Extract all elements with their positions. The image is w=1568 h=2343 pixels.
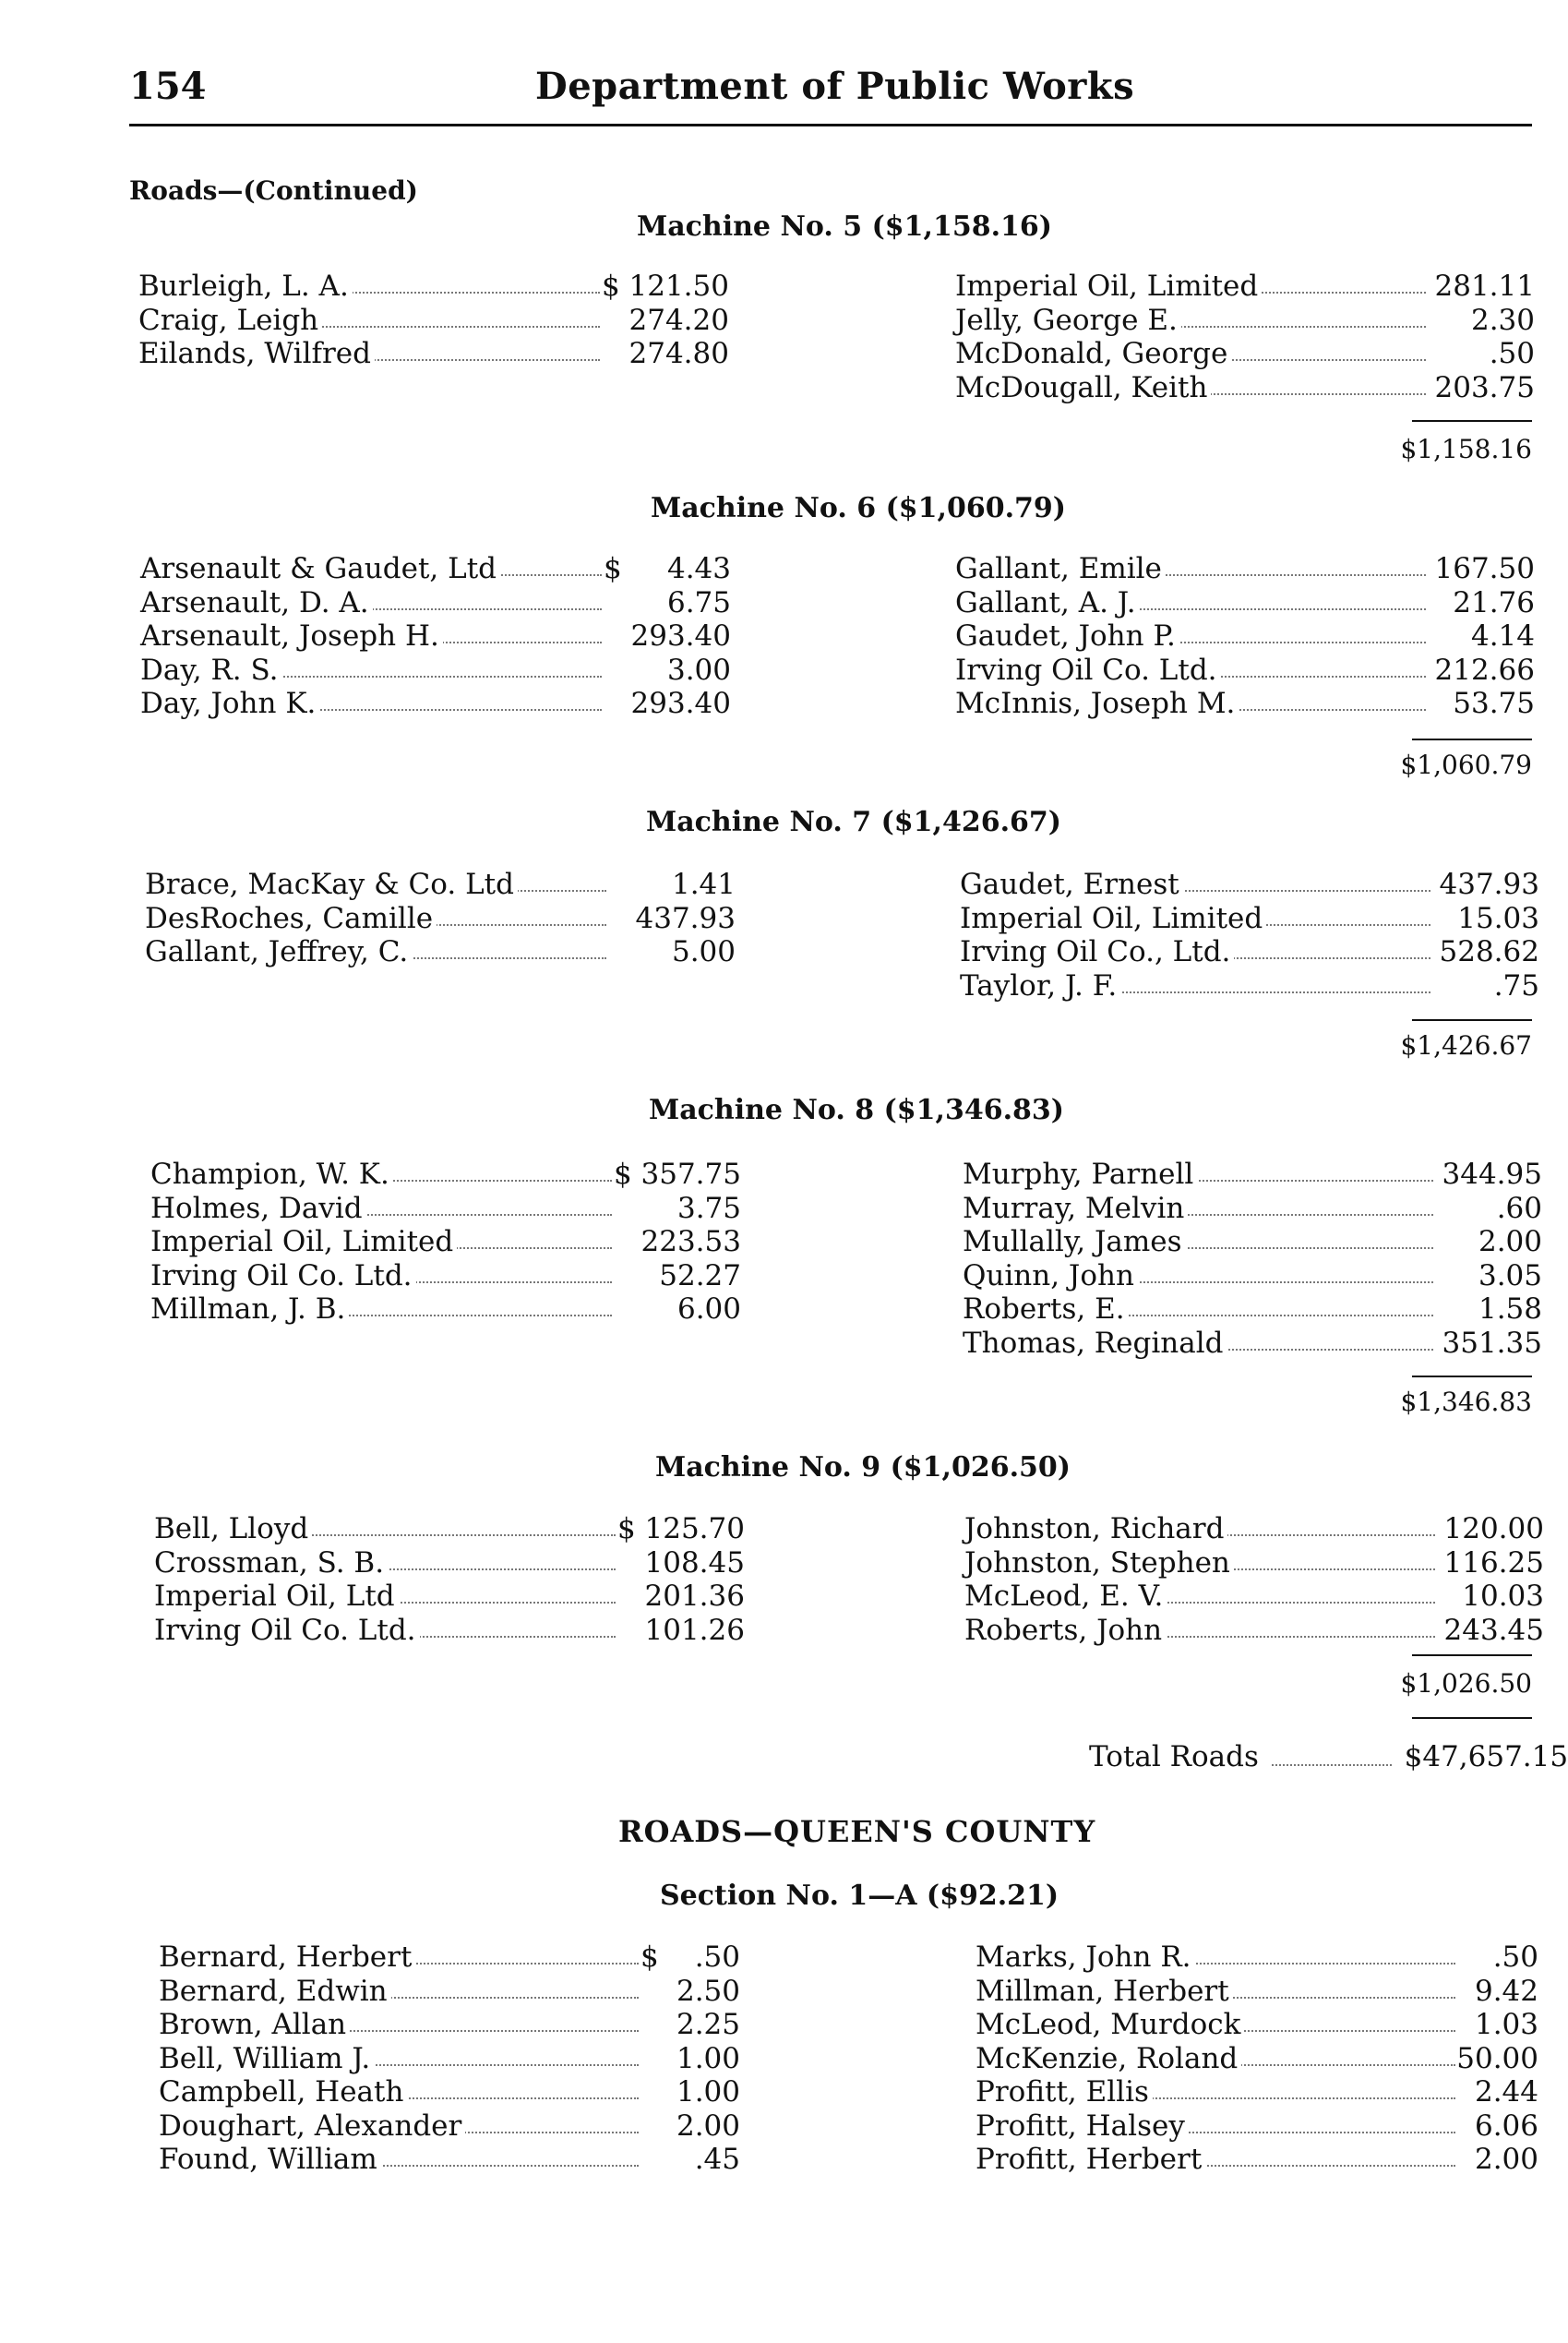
amount: .50 xyxy=(1492,1940,1538,1974)
amount: 6.00 xyxy=(676,1292,741,1326)
amount: 4.43 xyxy=(666,552,731,585)
amount: 10.03 xyxy=(1462,1580,1544,1613)
ledger-row xyxy=(154,1580,763,1614)
machine-title: Machine No. 5 ($1,158.16) xyxy=(637,210,1052,243)
amount: 1.00 xyxy=(676,2075,740,2109)
ledger-row xyxy=(150,1292,760,1327)
amount: 21.76 xyxy=(1453,585,1535,619)
payee-name: Imperial Oil, Limited xyxy=(955,270,1262,303)
subtotal-amount: $1,060.79 xyxy=(1400,750,1532,780)
payee-name: Gaudet, John P. xyxy=(955,619,1179,653)
right-column xyxy=(955,552,1537,721)
amount: 212.66 xyxy=(1434,653,1535,687)
ledger-row xyxy=(150,1259,760,1293)
payee-name: Brown, Allan xyxy=(159,2008,350,2041)
amount: 121.50 xyxy=(628,270,729,303)
ledger-row xyxy=(963,1292,1544,1327)
payee-name: Profitt, Herbert xyxy=(976,2143,1205,2176)
payee-name: Gallant, A. J. xyxy=(955,586,1140,619)
total-roads-leader xyxy=(1272,1764,1392,1766)
payee-name: Irving Oil Co., Ltd. xyxy=(960,935,1234,968)
amount: 52.27 xyxy=(659,1258,741,1292)
amount: 528.62 xyxy=(1439,935,1539,968)
ledger-row xyxy=(159,2075,749,2109)
amount: 167.50 xyxy=(1434,552,1535,585)
payee-name: Eilands, Wilfred xyxy=(138,337,375,370)
amount: 203.75 xyxy=(1434,370,1535,404)
amount: 344.95 xyxy=(1442,1158,1542,1191)
machine-title: Machine No. 6 ($1,060.79) xyxy=(651,492,1066,524)
ledger-row xyxy=(976,1940,1538,1975)
ledger-row xyxy=(960,935,1541,969)
left-column xyxy=(154,1512,763,1647)
ledger-row xyxy=(159,2042,749,2076)
subtotal-rule xyxy=(1412,1019,1532,1021)
total-roads-rule xyxy=(1412,1717,1532,1719)
payee-name: Millman, Herbert xyxy=(976,1975,1233,2008)
ledger-row xyxy=(145,868,754,902)
amount: 3.75 xyxy=(676,1191,741,1225)
amount: 2.00 xyxy=(1474,2143,1538,2176)
amount: 223.53 xyxy=(640,1225,741,1258)
right-column xyxy=(963,1158,1544,1360)
amount: 274.80 xyxy=(628,337,729,370)
right-column xyxy=(964,1512,1546,1647)
payee-name: Burleigh, L. A. xyxy=(138,270,353,303)
payee-name: Found, William xyxy=(159,2143,381,2176)
ledger-row xyxy=(976,1975,1538,2009)
payee-name: McLeod, Murdock xyxy=(976,2008,1244,2041)
ledger-row xyxy=(140,586,749,620)
amount: 3.05 xyxy=(1478,1258,1542,1292)
payee-name: Jelly, George E. xyxy=(955,304,1181,337)
ledger-row xyxy=(145,935,754,969)
ledger-row xyxy=(955,687,1537,721)
left-column xyxy=(159,1940,749,2177)
ledger-row xyxy=(976,2008,1538,2042)
subtotal-rule xyxy=(1412,739,1532,740)
ledger-row xyxy=(159,1975,749,2009)
dollar-sign: $ xyxy=(614,1158,632,1191)
amount: 2.00 xyxy=(1478,1225,1542,1258)
amount: 201.36 xyxy=(644,1580,745,1613)
ledger-row xyxy=(955,654,1537,688)
total-roads-amount: $47,657.15 xyxy=(1404,1740,1568,1773)
ledger-row xyxy=(964,1512,1546,1546)
amount: 351.35 xyxy=(1442,1326,1542,1360)
payee-name: Day, R. S. xyxy=(140,654,281,687)
ledger-row xyxy=(159,2008,749,2042)
amount: 2.25 xyxy=(676,2008,740,2041)
ledger-row xyxy=(976,2109,1538,2144)
amount: 293.40 xyxy=(630,619,731,653)
ledger-row xyxy=(963,1158,1544,1192)
payee-name: McLeod, E. V. xyxy=(964,1580,1167,1613)
payee-name: Campbell, Heath xyxy=(159,2075,407,2109)
ledger-row xyxy=(960,902,1541,936)
amount: 274.20 xyxy=(628,303,729,337)
ledger-row xyxy=(140,687,749,721)
ledger-row xyxy=(154,1546,763,1580)
payee-name: Mullally, James xyxy=(963,1225,1186,1258)
amount: 281.11 xyxy=(1434,270,1535,303)
amount: 125.70 xyxy=(644,1512,745,1545)
left-column xyxy=(138,270,748,371)
ledger-row xyxy=(976,2143,1538,2177)
amount: 108.45 xyxy=(644,1545,745,1580)
amount: 243.45 xyxy=(1443,1613,1544,1647)
amount: 1.58 xyxy=(1478,1292,1542,1326)
amount: 3.00 xyxy=(666,653,731,687)
ledger-row xyxy=(154,1614,763,1648)
payee-name: Craig, Leigh xyxy=(138,304,322,337)
ledger-row xyxy=(140,552,749,586)
payee-name: Murphy, Parnell xyxy=(963,1158,1197,1191)
amount: 437.93 xyxy=(635,901,736,935)
ledger-row xyxy=(138,337,748,371)
payee-name: McInnis, Joseph M. xyxy=(955,687,1239,720)
payee-name: Champion, W. K. xyxy=(150,1158,393,1191)
payee-name: Johnston, Stephen xyxy=(964,1546,1234,1580)
ledger-row xyxy=(150,1192,760,1226)
payee-name: Bernard, Herbert xyxy=(159,1940,415,1974)
subtotal-amount: $1,158.16 xyxy=(1400,434,1532,464)
amount: 1.00 xyxy=(676,2041,740,2075)
ledger-row xyxy=(960,969,1541,1003)
amount: 6.06 xyxy=(1474,2109,1538,2143)
payee-name: Gallant, Emile xyxy=(955,552,1166,585)
machine-title: Machine No. 7 ($1,426.67) xyxy=(646,806,1061,838)
ledger-row xyxy=(145,902,754,936)
ledger-row xyxy=(150,1158,760,1192)
right-column xyxy=(955,270,1537,404)
ledger-row xyxy=(963,1259,1544,1293)
amount: 6.75 xyxy=(666,585,731,619)
ledger-row xyxy=(976,2075,1538,2109)
amount: .50 xyxy=(1489,337,1535,370)
ledger-row xyxy=(150,1225,760,1259)
payee-name: Irving Oil Co. Ltd. xyxy=(154,1614,420,1647)
ledger-row xyxy=(138,304,748,338)
payee-name: Quinn, John xyxy=(963,1259,1138,1292)
ledger-row xyxy=(140,619,749,654)
amount: 116.25 xyxy=(1443,1545,1544,1580)
amount: 120.00 xyxy=(1443,1512,1544,1545)
payee-name: McDougall, Keith xyxy=(955,371,1211,404)
payee-name: Holmes, David xyxy=(150,1192,366,1225)
page-header xyxy=(129,65,1532,120)
payee-name: McDonald, George xyxy=(955,337,1231,370)
ledger-row xyxy=(154,1512,763,1546)
payee-name: Bernard, Edwin xyxy=(159,1975,391,2008)
total-roads xyxy=(1089,1740,1568,1773)
payee-name: Bell, William J. xyxy=(159,2042,374,2075)
ledger-row xyxy=(955,586,1537,620)
payee-name: Johnston, Richard xyxy=(964,1512,1227,1545)
ledger-row xyxy=(963,1225,1544,1259)
payee-name: McKenzie, Roland xyxy=(976,2042,1241,2075)
amount: 1.41 xyxy=(671,868,736,901)
dollar-sign: $ xyxy=(640,1940,659,1974)
ledger-row xyxy=(955,270,1537,304)
subtotal-amount: $1,426.67 xyxy=(1400,1030,1532,1061)
left-column xyxy=(150,1158,760,1327)
payee-name: Murray, Melvin xyxy=(963,1192,1188,1225)
amount: .50 xyxy=(694,1940,740,1974)
payee-name: Profitt, Ellis xyxy=(976,2075,1153,2109)
payee-name: Bell, Lloyd xyxy=(154,1512,312,1545)
subtotal-rule xyxy=(1412,1376,1532,1377)
ledger-row xyxy=(955,337,1537,371)
payee-name: Roberts, E. xyxy=(963,1292,1129,1326)
payee-name: Imperial Oil, Limited xyxy=(150,1225,457,1258)
payee-name: Taylor, J. F. xyxy=(960,969,1120,1003)
payee-name: Millman, J. B. xyxy=(150,1292,349,1326)
amount: .75 xyxy=(1493,968,1539,1003)
amount: 2.44 xyxy=(1474,2075,1538,2109)
ledger-row xyxy=(963,1327,1544,1361)
ledger-row xyxy=(159,1940,749,1975)
amount: 357.75 xyxy=(640,1158,741,1191)
amount: 437.93 xyxy=(1439,868,1539,901)
amount: 9.42 xyxy=(1474,1974,1538,2008)
payee-name: Roberts, John xyxy=(964,1614,1166,1647)
amount: 2.00 xyxy=(676,2109,740,2143)
amount: 2.30 xyxy=(1470,303,1535,337)
payee-name: Imperial Oil, Limited xyxy=(960,902,1266,935)
machine-title: Machine No. 8 ($1,346.83) xyxy=(649,1094,1064,1126)
payee-name: Doughart, Alexander xyxy=(159,2109,465,2143)
amount: 4.14 xyxy=(1470,619,1535,653)
right-column xyxy=(960,868,1541,1003)
payee-name: Gallant, Jeffrey, C. xyxy=(145,935,412,968)
ledger-row xyxy=(955,552,1537,586)
ledger-row xyxy=(159,2143,749,2177)
subtotal-amount: $1,346.83 xyxy=(1400,1387,1532,1417)
total-roads-label: Total Roads xyxy=(1089,1740,1259,1773)
ledger-row xyxy=(964,1546,1546,1580)
right-column xyxy=(976,1940,1538,2177)
amount: 1.03 xyxy=(1474,2008,1538,2041)
subtotal-rule xyxy=(1412,420,1532,422)
payee-name: Imperial Oil, Ltd xyxy=(154,1580,399,1613)
payee-name: Marks, John R. xyxy=(976,1940,1195,1974)
ledger-row xyxy=(955,304,1537,338)
dollar-sign: $ xyxy=(617,1512,636,1545)
payee-name: Profitt, Halsey xyxy=(976,2109,1189,2143)
ledger-row xyxy=(964,1580,1546,1614)
amount: 101.26 xyxy=(644,1613,745,1647)
payee-name: Irving Oil Co. Ltd. xyxy=(955,654,1221,687)
ledger-row xyxy=(955,371,1537,405)
payee-name: Arsenault, Joseph H. xyxy=(140,619,443,653)
payee-name: Gaudet, Ernest xyxy=(960,868,1183,901)
ledger-row xyxy=(964,1614,1546,1648)
dollar-sign: $ xyxy=(604,552,622,585)
page-title: Department of Public Works xyxy=(535,65,1135,108)
payee-name: Irving Oil Co. Ltd. xyxy=(150,1259,416,1292)
payee-name: Arsenault & Gaudet, Ltd xyxy=(140,552,500,585)
amount: 53.75 xyxy=(1453,687,1535,720)
payee-name: Day, John K. xyxy=(140,687,319,720)
ledger-row xyxy=(955,619,1537,654)
payee-name: Brace, MacKay & Co. Ltd xyxy=(145,868,518,901)
payee-name: Crossman, S. B. xyxy=(154,1546,388,1580)
amount: 2.50 xyxy=(676,1974,740,2008)
payee-name: DesRoches, Camille xyxy=(145,902,437,935)
payee-name: Arsenault, D. A. xyxy=(140,586,373,619)
amount: 50.00 xyxy=(1456,2041,1538,2075)
left-column xyxy=(145,868,754,969)
payee-name: Thomas, Reginald xyxy=(963,1327,1227,1360)
page-number: 154 xyxy=(129,65,207,108)
ledger-row xyxy=(963,1192,1544,1226)
ledger-row xyxy=(159,2109,749,2144)
section-title: Section No. 1—A ($92.21) xyxy=(660,1880,1059,1912)
ledger-row xyxy=(140,654,749,688)
dollar-sign: $ xyxy=(602,270,620,303)
amount: .45 xyxy=(694,2143,740,2176)
header-rule xyxy=(129,124,1532,126)
ledger-row xyxy=(960,868,1541,902)
county-heading: ROADS—QUEEN'S COUNTY xyxy=(618,1814,1096,1849)
ledger-row xyxy=(138,270,748,304)
subtotal-amount: $1,026.50 xyxy=(1400,1668,1532,1699)
amount: 15.03 xyxy=(1457,901,1539,935)
amount: 293.40 xyxy=(630,687,731,720)
roads-continued-heading: Roads—(Continued) xyxy=(129,175,418,206)
subtotal-rule xyxy=(1412,1654,1532,1656)
machine-title: Machine No. 9 ($1,026.50) xyxy=(655,1451,1071,1484)
left-column xyxy=(140,552,749,721)
amount: .60 xyxy=(1496,1191,1542,1225)
amount: 5.00 xyxy=(671,935,736,968)
ledger-row xyxy=(976,2042,1538,2076)
